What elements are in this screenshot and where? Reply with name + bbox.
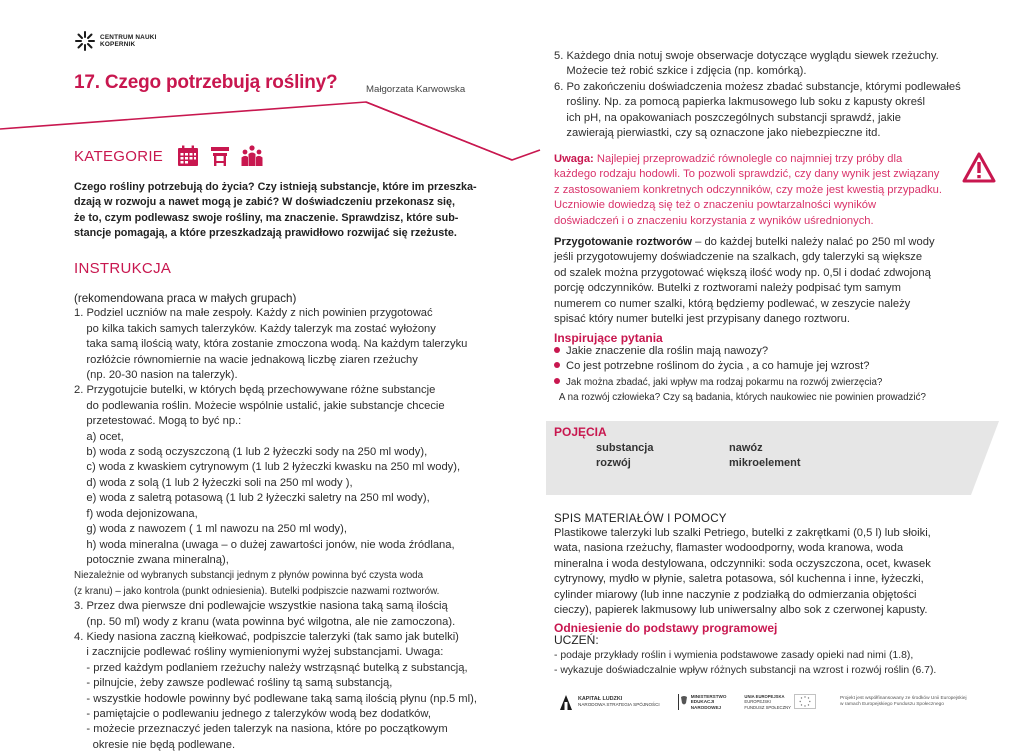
instruction-line: (np. 50 ml) wody z kranu (wata powinna być wilgotna, ale nie zamoczona).	[74, 615, 456, 628]
instruction-line: 3. Przez dwa pierwsze dni podlewajcie wszystkie nasiona taką samą ilością	[74, 600, 448, 613]
instruction-line: ich pH, na opakowaniach poszczególnych substancji sprawdź, jakie	[554, 111, 901, 124]
calendar-icon	[176, 144, 200, 168]
kategorie-heading: KATEGORIE	[74, 148, 164, 165]
term: substancja	[596, 442, 654, 454]
odniesienie-heading: Odniesienie do podstawy programowej	[554, 621, 778, 635]
instruction-line: potocznie zwana mineralną),	[74, 553, 229, 566]
logo-line-2: KOPERNIK	[100, 41, 136, 48]
question-text: Jak można zbadać, jaki wpływ ma rodzaj pokarmu na rozwój zwierzęcia?	[566, 376, 883, 388]
instruction-line: g) woda z nawozem ( 1 ml nawozu na 250 ml wody),	[74, 523, 347, 536]
funding-note-line-2: w ramach Europejskiego Funduszu Społecznego	[839, 702, 944, 707]
instruction-line: 1. Podziel uczniów na małe zespoły. Każdy z nich powinien przygotować	[74, 307, 433, 320]
instruction-line: 5. Każdego dnia notuj swoje obserwacje dotyczące wyglądu siewek rzeżuchy.	[554, 50, 939, 62]
instruction-line: 2. Przygotujcie butelki, w których będą przechowywane różne substancje	[74, 384, 436, 397]
spis-line: cytrynowy, mydło w płynie, saletra potasowa, sól kuchenna i inne, łyżeczki,	[554, 573, 924, 586]
przygotowanie-label: Przygotowanie roztworów	[554, 236, 692, 248]
bullet-icon	[554, 347, 560, 353]
instruction-line: Niezależnie od wybranych substancji jednym z płynów powinna być czysta woda	[74, 570, 424, 582]
spis-line: mineralna i woda destylowana, odczynniki: soda oczyszczona, ocet, kwasek	[554, 557, 931, 570]
ministry-line-2: EDUKACJI	[690, 699, 715, 705]
spis-line: cieczy), papierek lakmusowy lub uniwersalny albo sok z czerwonej kapusty.	[554, 604, 928, 617]
page-title: 17. Czego potrzebują rośliny?	[74, 72, 338, 93]
instruction-line: e) woda z saletrą potasową (1 lub 2 łyżeczki saletry na 250 ml wody),	[74, 492, 430, 505]
intro-line: Czego rośliny potrzebują do życia? Czy istnieją substancje, które im przeszka-	[74, 181, 477, 193]
intro-paragraph	[74, 180, 494, 242]
instruction-line: a) ocet,	[74, 430, 124, 443]
uczen-label: UCZEŃ:	[554, 633, 599, 647]
instruction-line: h) woda mineralna (uwaga – o dużej zawartości jonów, nie woda źródlana,	[74, 538, 455, 551]
eagle-emblem-icon	[678, 693, 688, 711]
instruction-line: rozłóżcie równomiernie na wacie jednakową liczbę ziaren rzeżuchy	[74, 353, 418, 366]
instruction-line: przetestować. Mogą to być np.:	[74, 415, 242, 428]
instruction-line: do podlewania roślin. Możecie wspólnie ustalić, jakie substancje chcecie	[74, 399, 445, 412]
eu-line-3: FUNDUSZ SPOŁECZNY	[744, 704, 791, 710]
instruction-line: d) woda z solą (1 lub 2 łyżeczki soli na 250 ml wody ),	[74, 476, 353, 489]
uwaga-line: z zastosowaniem konkretnych odczynników, czy może jest kwestią przypadku.	[554, 183, 943, 196]
instruction-line: rośliny. Np. za pomocą papierka lakmusowego lub soku z kapusty określ	[554, 96, 926, 109]
pojecia-heading: POJĘCIA	[554, 425, 607, 439]
kapital-line-1: KAPITAŁ LUDZKI	[578, 695, 623, 702]
group-people-icon	[240, 144, 264, 168]
instruction-line: 6. Po zakończeniu doświadczenia możesz zbadać substancje, którymi podlewałeś	[554, 80, 961, 93]
przygotowanie-line: od szalek można przygotować większą ilość wody np. 0,5l i dodać zdwojoną	[554, 266, 931, 279]
instruction-line: - wszystkie hodowle powinny być podlewane taką samą ilością płynu (np.5 ml),	[74, 692, 477, 705]
intro-line: stancje pomagają, a które przeszkadzają prawidłowo rozwijać się rzeżuste.	[74, 227, 457, 240]
spis-heading: SPIS MATERIAŁÓW I POMOCY	[554, 512, 727, 525]
przygotowanie-line: jeśli przygotowujemy doświadczenie na szalkach, gdy talerzyki są większe	[554, 251, 923, 264]
funding-note-line-1: Projekt jest współfinansowany ze środków Unii Europejskiej	[839, 696, 967, 702]
instructions-continued	[554, 49, 974, 141]
przygotowanie-line: numerem co numer szalki, którą będziemy podlewać, w zeszycie należy	[554, 297, 911, 310]
bullet-icon	[554, 378, 560, 384]
instruction-line: (z kranu) – jako kontrola (punkt odniesienia). Butelki podpiszcie nazwami roztworów.	[74, 585, 440, 597]
instruction-line: - pilnujcie, żeby zawsze podlewać rośliny tą samą substancją,	[74, 677, 393, 690]
instructions-subheading: (rekomendowana praca w małych grupach)	[74, 292, 297, 305]
chair-desk-icon	[208, 144, 232, 168]
question-item	[554, 344, 974, 359]
uwaga-line: każdego rodzaju hodowli. To pozwoli sprawdzić, czy dany wynik jest związany	[554, 168, 940, 181]
instruction-lines	[74, 306, 494, 753]
przygotowanie-line: spisać który numer butelki jest przypisany danego roztworu.	[554, 313, 850, 326]
question-text: Co jest potrzebne roślinom do życia , a co hamuje jej wzrost?	[566, 360, 870, 373]
footer-logos	[558, 687, 968, 717]
uwaga-label: Uwaga:	[554, 153, 594, 165]
odniesienie-list	[554, 648, 984, 679]
odniesienie-line: - wykazuje doświadczalnie wpływ różnych substancji na wzrost i rozwój roślin (6.7).	[554, 665, 937, 677]
eu-line-2: EUROPEJSKI	[744, 699, 771, 705]
przygotowanie-first-line: – do każdej butelki należy nalać po 250 ml wody	[692, 236, 935, 248]
category-icons	[176, 144, 264, 168]
intro-line: dzają w rozwoju a nawet mogą je zabić? W doświadczeniu przekonasz się,	[74, 196, 455, 209]
question-item	[554, 375, 974, 390]
warning-icon	[962, 152, 996, 184]
instruction-line: - możecie przeznaczyć jeden talerzyk na nasiona, które po początkowym	[74, 723, 448, 736]
instruction-line: f) woda dejonizowana,	[74, 507, 198, 520]
odniesienie-line: - podaje przykłady roślin i wymienia podstawowe zasady opieki nad nimi (1.8),	[554, 650, 914, 661]
inspirujace-heading: Inspirujące pytania	[554, 331, 663, 345]
instruction-line: - pamiętajcie o podlewaniu jednego z talerzyków wodą bez dodatków,	[74, 707, 431, 720]
logo-line-1: CENTRUM NAUKI	[100, 34, 157, 41]
instruction-line: c) woda z kwaskiem cytrynowym (1 lub 2 łyżeczki kwasku na 250 ml wody),	[74, 461, 461, 474]
kapital-line-2: NARODOWA STRATEGIA SPÓJNOŚCI	[578, 702, 660, 707]
eu-line-1: UNIA EUROPEJSKA	[744, 694, 785, 700]
logo-centrum-nauki-kopernik	[74, 30, 157, 52]
instruction-line: b) woda z sodą oczyszczoną (1 lub 2 łyżeczki sody na 250 ml wody),	[74, 446, 428, 459]
author-name: Małgorzata Karwowska	[366, 84, 466, 95]
instruction-line: - przed każdym podlaniem rzeżuchy należy wstrząsnąć butelką z substancją,	[74, 661, 468, 674]
kapital-ludzki-icon	[558, 693, 574, 711]
spis-line: Plastikowe talerzyki lub szalki Petriego, butelki z zakrętkami (0,5 l) lub słoiki,	[554, 527, 931, 539]
kapital-ludzki-logo	[558, 693, 660, 711]
instruction-line: i zacznijcie podlewać rośliny wymienionymi wyżej substancjami. Uwaga:	[74, 646, 444, 659]
spis-line: cylinder miarowy (lub inne naczynie z podziałką do odmierzania objętości	[554, 588, 917, 601]
spis-line: wata, nasiona rzeżuchy, flamaster wodoodporny, woda kranowa, woda	[554, 542, 904, 555]
term: rozwój	[596, 457, 631, 470]
uwaga-line: doświadczeń i o znaczeniu korzystania z wyników uśrednionych.	[554, 214, 874, 227]
instrukcja-heading: INSTRUKCJA	[74, 260, 172, 277]
instruction-line: okresie nie będą podlewane.	[74, 738, 236, 751]
logo-star-icon	[74, 30, 96, 52]
uwaga-note	[554, 152, 974, 229]
pojecia-terms	[596, 441, 849, 472]
inspirujace-list	[554, 344, 974, 406]
uwaga-first-line: Najlepiej przeprowadzić równolegle co najmniej trzy próby dla	[593, 153, 903, 165]
funding-note	[840, 696, 967, 707]
question-item	[554, 390, 974, 405]
ministry-line-1: MINISTERSTWO	[690, 694, 727, 700]
uwaga-line: Uczniowie dowiedzą się też o znaczeniu powtarzalności wyników	[554, 199, 877, 212]
term: nawóz	[729, 442, 763, 454]
instruction-line: zawierają pierwiastki, czy są oznaczone jako niebezpieczne itd.	[554, 127, 881, 140]
intro-line: że to, czym podlewasz swoje rośliny, ma znaczenie. Sprawdzisz, które sub-	[74, 211, 459, 224]
eu-logo	[744, 694, 816, 710]
instruction-line: taka samą ilością waty, która zostanie zmoczona wodą. Na każdym talerzyku	[74, 338, 468, 351]
spis-materialow	[554, 526, 974, 618]
term: mikroelement	[729, 457, 801, 470]
pojecia-box-edge	[971, 421, 999, 495]
ministry-logo	[678, 693, 727, 711]
przygotowanie-roztworow	[554, 235, 954, 327]
ministry-line-3: NARODOWEJ	[690, 704, 722, 710]
instruction-line: (np. 20-30 nasion na talerzyk).	[74, 369, 238, 382]
question-text: A na rozwój człowieka? Czy są badania, których naukowiec nie powinien prowadzić?	[554, 392, 926, 404]
instructions-list	[74, 291, 494, 753]
instruction-line: 4. Kiedy nasiona zaczną kiełkować, podpiszcie talerzyki (tak samo jak butelki)	[74, 630, 459, 643]
bullet-icon	[554, 362, 560, 368]
question-text: Jakie znaczenie dla roślin mają nawozy?	[566, 345, 769, 357]
eu-flag-icon	[794, 694, 816, 709]
przygotowanie-line: porcję odczynników. Butelki z roztworami należy podpisać tym samym	[554, 282, 901, 295]
instruction-line: po kilka takich samych talerzyków. Każdy talerzyk ma zostać wyłożony	[74, 322, 436, 335]
question-item	[554, 359, 974, 374]
instruction-line: Możecie też robić szkice i zdjęcia (np. komórką).	[554, 65, 807, 78]
